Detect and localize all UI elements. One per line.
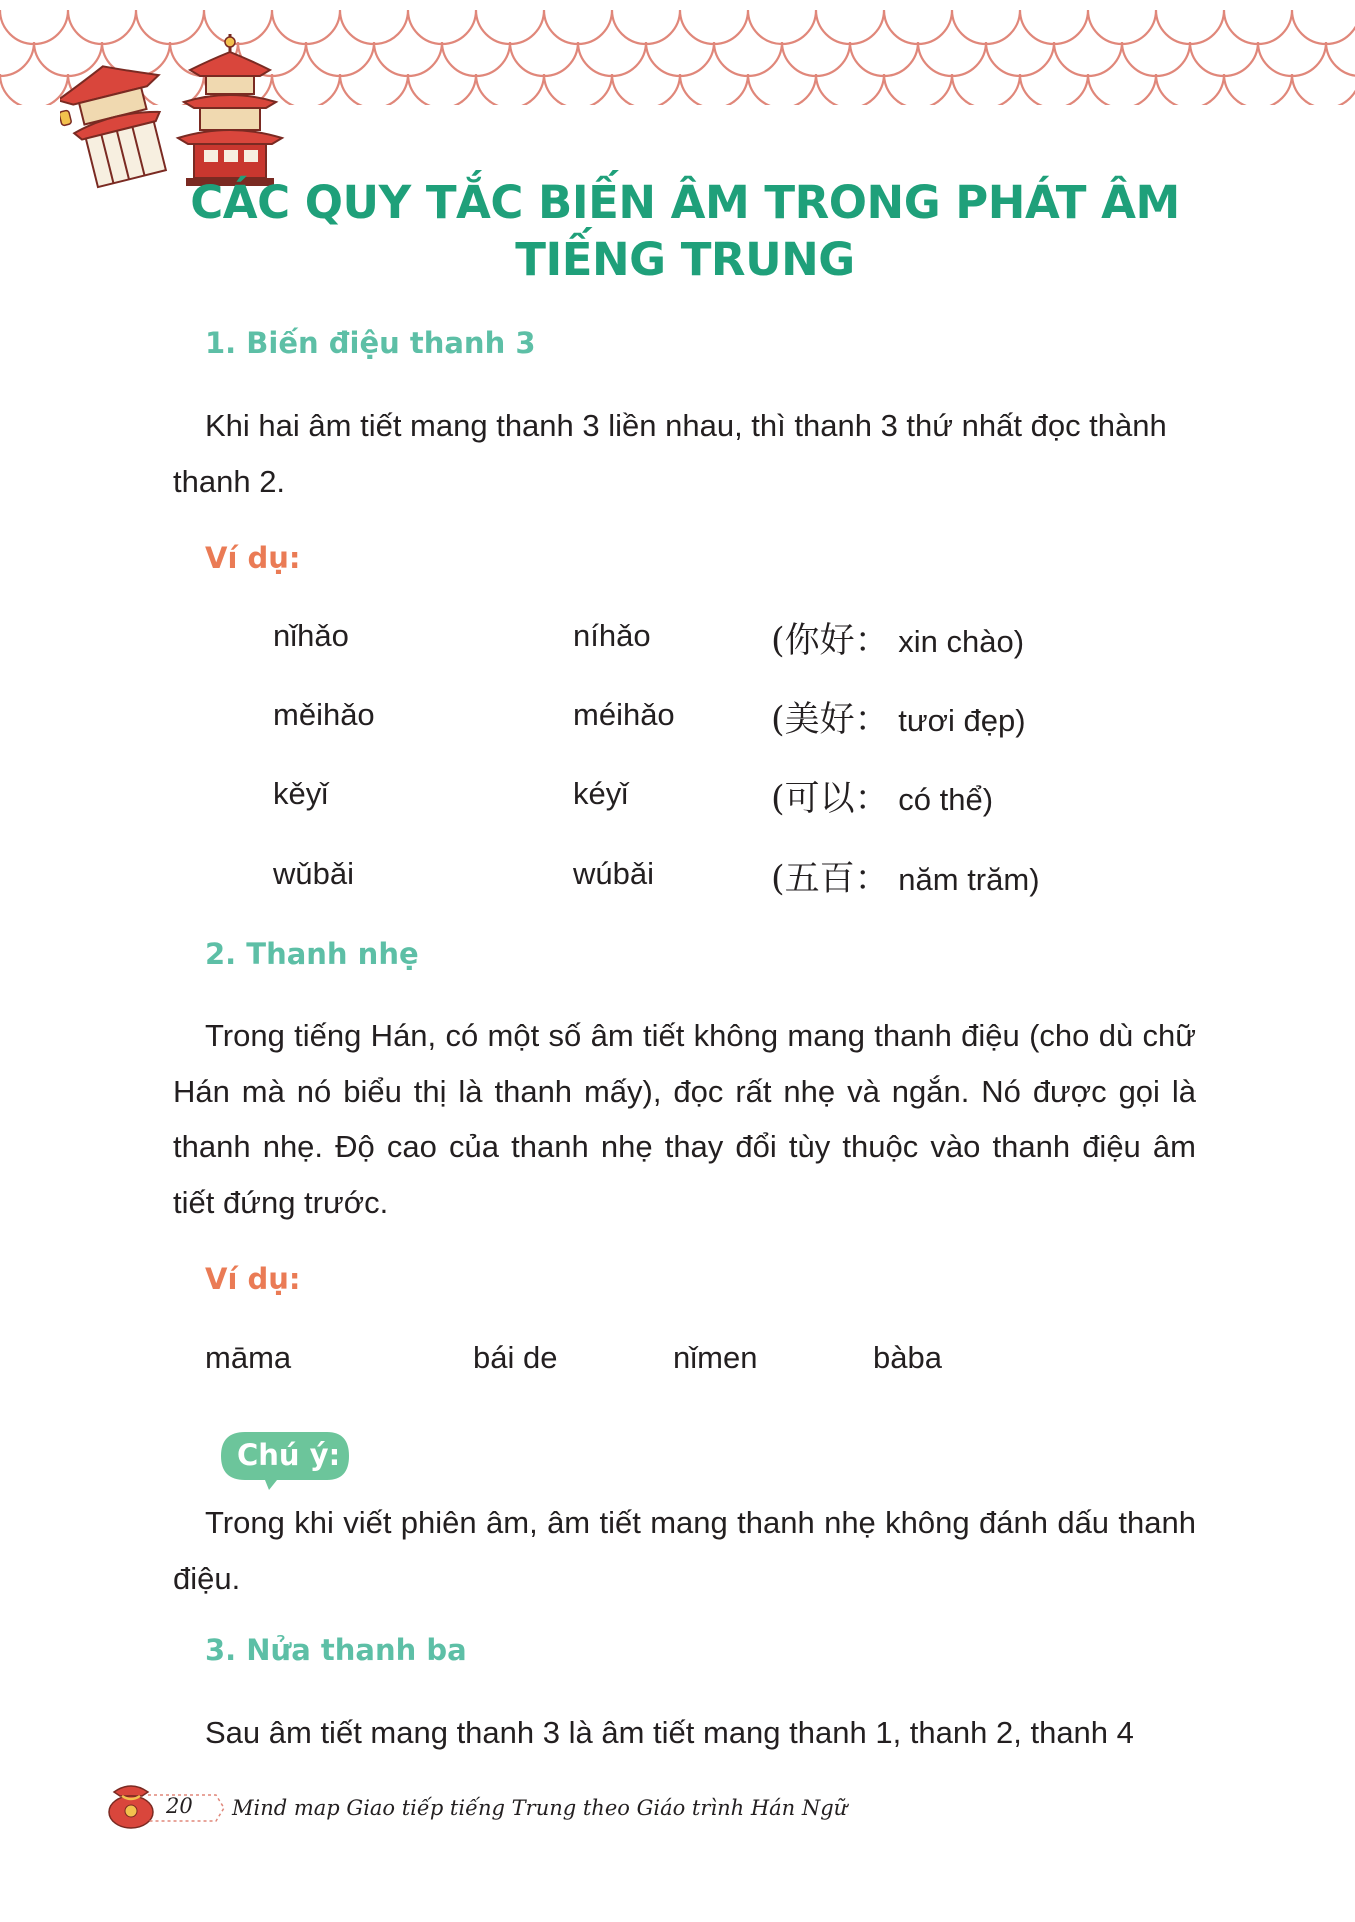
section-1-line-1: Khi hai âm tiết mang thanh 3 liền nhau, thì thanh 3 thứ nhất đọc thành	[205, 408, 1167, 443]
example-original: kěyǐ	[273, 776, 329, 811]
example-original: měihǎo	[273, 697, 375, 732]
example-meaning: năm trăm)	[898, 862, 1040, 897]
section-3-paragraph: Sau âm tiết mang thanh 3 là âm tiết mang thanh 1, thanh 2, thanh 4	[205, 1715, 1134, 1750]
section-1-line-2: thanh 2.	[173, 463, 286, 499]
note-label: Chú ý:	[237, 1438, 341, 1472]
page-number: 20	[166, 1794, 193, 1818]
example-meaning: tươi đẹp)	[898, 703, 1026, 738]
note-badge	[217, 1430, 351, 1486]
section-2-paragraph: Trong tiếng Hán, có một số âm tiết không mang thanh điệu (cho dù chữ Hán mà nó biểu thị là thanh mấy), đọc rất nhẹ và ngắn. Nó được gọi là thanh nhẹ. Độ cao của thanh nhẹ thay đổi tùy thuộc vào thanh điệu âm tiết đứng trước.	[173, 1018, 1196, 1220]
example-meaning: có thể)	[898, 782, 994, 817]
page-title-line-1: CÁC QUY TẮC BIẾN ÂM TRONG PHÁT ÂM	[190, 176, 1180, 229]
section-2-heading: 2. Thanh nhẹ	[205, 937, 419, 971]
example-word: bái de	[473, 1340, 558, 1375]
example-gloss	[771, 771, 993, 821]
example-word: nǐmen	[673, 1340, 758, 1375]
book-title: Mind map Giao tiếp tiếng Trung theo Giáo trình Hán Ngữ	[232, 1796, 848, 1820]
section-1-example-label: Ví dụ:	[205, 541, 301, 575]
note-paragraph: Trong khi viết phiên âm, âm tiết mang thanh nhẹ không đánh dấu thanh điệu.	[173, 1505, 1196, 1596]
example-hanzi: (五百：	[771, 859, 890, 899]
example-hanzi: (美好：	[771, 700, 890, 740]
example-original: wǔbǎi	[273, 856, 354, 891]
example-changed: wúbǎi	[573, 856, 654, 891]
example-changed: méihǎo	[573, 697, 675, 732]
example-hanzi: (可以：	[771, 779, 890, 819]
example-word: māma	[205, 1340, 292, 1375]
example-gloss	[771, 613, 1024, 663]
example-changed: kéyǐ	[573, 776, 629, 811]
example-changed: níhǎo	[573, 618, 651, 653]
page-title-line-2: TIẾNG TRUNG	[515, 233, 855, 286]
example-gloss	[771, 851, 1040, 901]
example-gloss	[771, 692, 1026, 742]
example-original: nǐhǎo	[273, 618, 349, 653]
example-word: bàba	[873, 1340, 942, 1375]
example-meaning: xin chào)	[898, 624, 1025, 659]
section-3-heading: 3. Nửa thanh ba	[205, 1633, 467, 1667]
section-1-heading: 1. Biến điệu thanh 3	[205, 326, 536, 360]
section-2-example-label: Ví dụ:	[205, 1262, 301, 1296]
page-number-tag	[146, 1793, 226, 1823]
example-hanzi: (你好：	[771, 621, 890, 661]
section-1-paragraph	[173, 398, 1196, 509]
